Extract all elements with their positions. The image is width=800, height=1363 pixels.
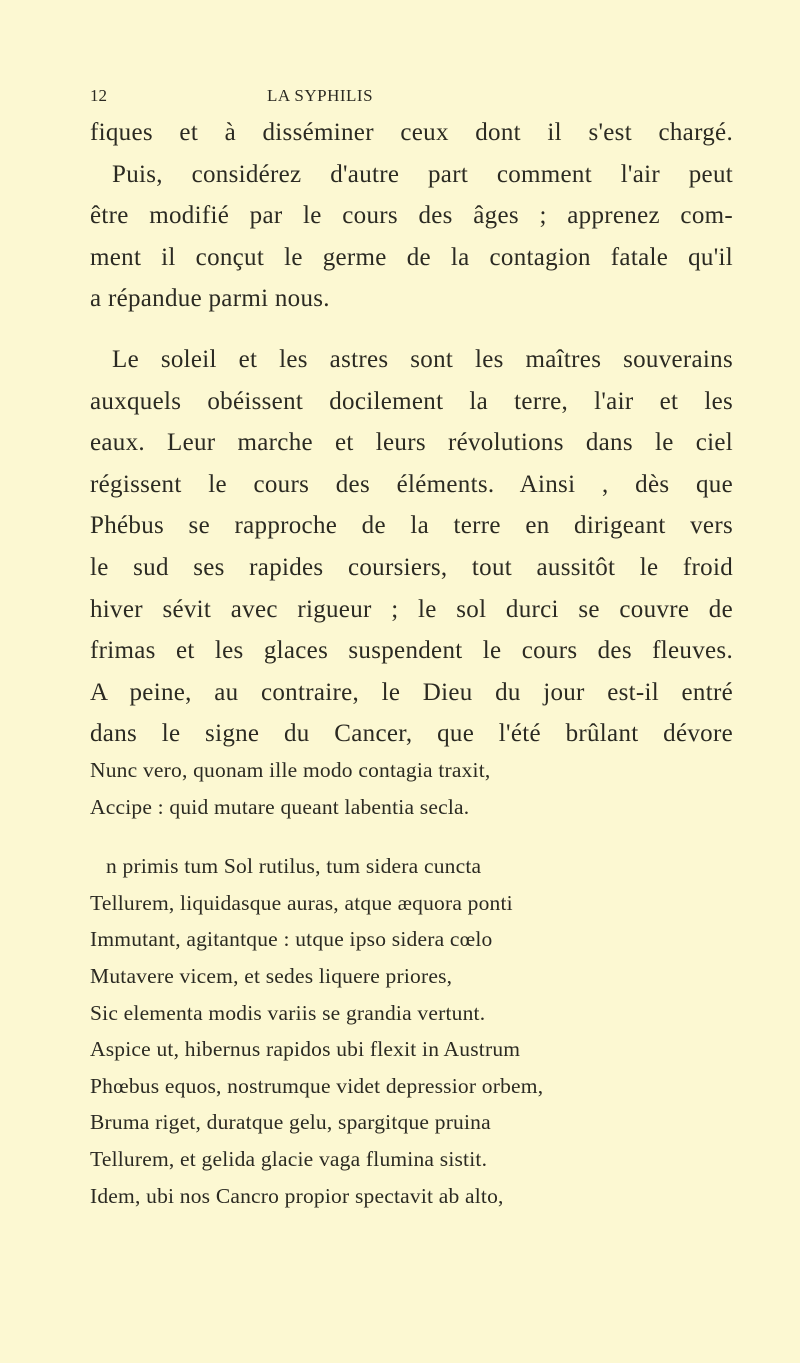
verse-line: Accipe : quid mutare queant labentia secla. — [90, 794, 470, 819]
verse-line: Bruma riget, duratque gelu, spargitque pruina — [90, 1110, 491, 1135]
text-line: auxquels obéissent docilement la terre, l'air et les — [90, 387, 733, 415]
text-line: Phébus se rapproche de la terre en dirigeant vers — [90, 512, 733, 540]
page-number: 12 — [90, 86, 107, 105]
text-line: eaux. Leur marche et leurs révolutions dans le ciel — [90, 429, 733, 457]
verse-line: Immutant, agitantque : utque ipso sidera cœlo — [90, 927, 493, 952]
text-line: être modifié par le cours des âges ; apprenez com- — [90, 202, 733, 230]
text-line: régissent le cours des éléments. Ainsi , dès que — [90, 470, 733, 498]
text-line: hiver sévit avec rigueur ; le sol durci se couvre de — [90, 595, 733, 623]
text-line: Le soleil et les astres sont les maîtres souverains — [112, 346, 733, 373]
text-line: frimas et les glaces suspendent le cours des fleuves. — [90, 637, 733, 665]
text-line: fiques et à disséminer ceux dont il s'est chargé. — [90, 119, 733, 146]
text-line: a répandue parmi nous. — [90, 285, 330, 313]
text-line: le sud ses rapides coursiers, tout aussitôt le froid — [90, 553, 733, 581]
text-line: dans le signe du Cancer, que l'été brûlant dévore — [90, 720, 733, 748]
verse-line: Sic elementa modis variis se grandia vertunt. — [90, 1000, 486, 1025]
paragraph-2 — [90, 339, 733, 755]
text-line: A peine, au contraire, le Dieu du jour est-il entré — [90, 678, 733, 706]
verse-line: Mutavere vicem, et sedes liquere priores, — [90, 963, 453, 988]
paragraph-1 — [90, 112, 733, 320]
latin-verse — [90, 752, 543, 1214]
verse-line: Aspice ut, hibernus rapidos ubi flexit in Austrum — [90, 1037, 521, 1062]
text-line: Puis, considérez d'autre part comment l'air peut — [112, 160, 733, 188]
verse-line: Idem, ubi nos Cancro propior spectavit ab alto, — [90, 1183, 504, 1208]
verse-line: Nunc vero, quonam ille modo contagia traxit, — [90, 758, 491, 782]
verse-line: Phœbus equos, nostrumque videt depressior orbem, — [90, 1073, 544, 1098]
verse-line: Tellurem, liquidasque auras, atque æquora ponti — [90, 890, 513, 915]
text-line: ment il conçut le germe de la contagion fatale qu'il — [90, 243, 733, 271]
page-header — [90, 86, 733, 110]
verse-line: Tellurem, et gelida glacie vaga flumina sistit. — [90, 1146, 488, 1171]
verse-line: n primis tum Sol rutilus, tum sidera cuncta — [106, 854, 482, 879]
running-title: LA SYPHILIS — [266, 86, 374, 105]
